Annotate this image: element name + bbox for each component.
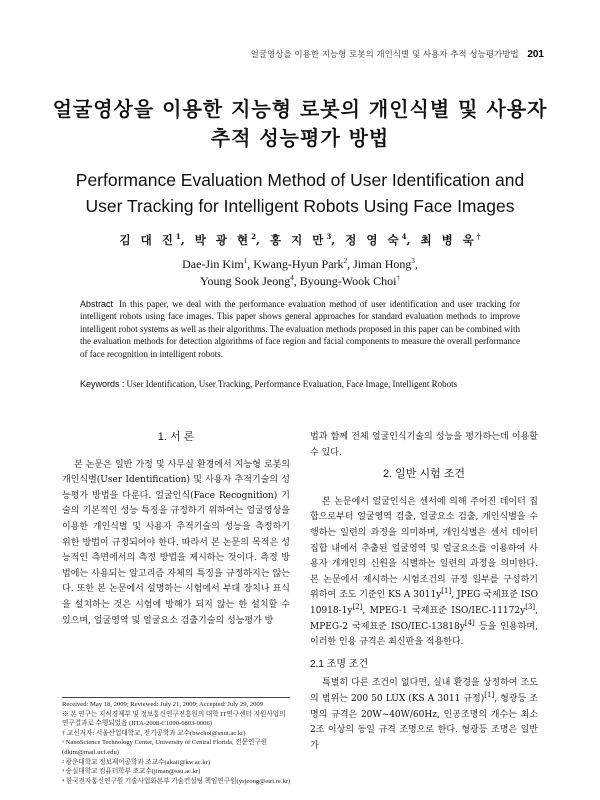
- authors-korean: 김 대 진$^1$, 박 광 현$^2$, 홍 지 만$^3$, 정 영 숙$^4$, 최 병 욱†: [119, 232, 481, 247]
- author-en-1-mark: 1: [243, 257, 248, 265]
- running-head: [251, 48, 544, 60]
- section-1-paragraph: 본 논문은 일반 가정 및 사무실 환경에서 지능형 로봇의 개인식별(User Identification) 및 사용자 추적기술의 성능평가 방법을 다룬다. 얼굴인식(Face Recognition) 기술의 기본적인 성능 특징을 규정하기 위하여는 얼굴영상을 이용한 개인식별 및 사용자 추적기술의 성능을 측정하기 위한 방법이 규정되어야 한다. 따라서 본 논문의 목적은 성능적인 측면에서의 측정 방법을 제시하는 것이다. 측정 방법에는 사용되는 알고리즘 자체의 특징을 규정하지는 않는다. 또한 본 논문에서 설명하는 시험에서 부대 장치나 표식을 설치하는 것은 시험에 방해가 되지 않는 한 설치할 수 있으며, 얼굴영역 및 얼굴요소 검출기술의 성능평가 방: [62, 459, 290, 626]
- page-number: 201: [527, 49, 544, 60]
- keywords-label: Keywords :: [80, 379, 125, 389]
- author-en-3: Jiman Hong: [353, 257, 412, 271]
- authors-english-line-1: Dae-Jin Kim$^1$, Kwang-Hyun Park$^2$, Jiman Hong$^3$,: [182, 257, 418, 271]
- author-en-4: Young Sook Jeong: [200, 274, 291, 288]
- authors-english: [40, 256, 560, 290]
- section-2-paragraph: [310, 495, 538, 651]
- footnotes: [62, 700, 292, 786]
- section-1-heading: 1. 서 론: [157, 431, 195, 443]
- author-en-5-mark: †: [396, 274, 400, 282]
- author-en-3-mark: 3: [411, 257, 415, 265]
- footnote-author-2: ² 광운대학교 정보제어공학과 조교수(akaii@kw.ac.kr): [62, 758, 211, 766]
- section-2-text-b: , JPEG 국제표준 ISO 10918-1y: [310, 590, 538, 616]
- author-en-1: Dae-Jin Kim: [182, 257, 244, 271]
- title-english: [40, 167, 560, 219]
- subsection-2-1-text-a: 특별히 다른 조건이 없다면, 실내 환경을 상정하여 조도의 범위는 200 50 LUX (KS A 3011 규정): [310, 678, 538, 704]
- title-english-line-2: User Tracking for Intelligent Robots Using Face Images: [85, 196, 515, 216]
- citation-3: [3]: [525, 602, 536, 611]
- title-korean-line-2: 추적 성능평가 방법: [210, 126, 390, 150]
- author-en-2: Kwang-Hyun Park: [253, 257, 344, 271]
- author-ko-4: 정 영 숙: [345, 233, 402, 247]
- section-2-text-c: , MPEG-1 국제표준 ISO/IEC-11172y: [362, 605, 526, 616]
- author-ko-5-mark: †: [476, 232, 481, 242]
- author-ko-3-mark: 3: [326, 232, 332, 242]
- keywords: [80, 378, 520, 390]
- abstract-label: Abstract: [80, 299, 114, 309]
- author-ko-5: 최 병 욱: [420, 233, 477, 247]
- author-en-5: Byoung-Wook Choi: [299, 274, 397, 288]
- author-en-4-mark: 4: [290, 274, 294, 282]
- author-ko-1-mark: 1: [175, 232, 181, 242]
- author-ko-1: 김 대 진: [119, 233, 176, 247]
- running-head-title: 얼굴영상을 이용한 지능형 로봇의 개인식별 및 사용자 추적 성능평가방법: [250, 50, 519, 60]
- section-2-text-d: , MPEG-2 국제표준 ISO/IEC-13818y: [310, 605, 538, 632]
- title-english-line-1: Performance Evaluation Method of User Identification and: [75, 170, 525, 190]
- continuation-paragraph: 법과 함께 전체 얼굴인식기술의 성능을 평가하는데 이용할 수 있다.: [310, 432, 538, 458]
- citation-4: [4]: [464, 618, 475, 627]
- subsection-2-1-heading: 2.1 조명 조건: [310, 658, 369, 670]
- footnote-divider: [62, 697, 290, 698]
- section-2-heading: 2. 일반 시험 조건: [382, 468, 466, 481]
- footnote-author-4: ⁴ 한국전자통신연구원 기술사업화본부 기술컨설팅 책임연구원(ysjeong@etri.re.kr): [62, 777, 291, 785]
- citation-1: [1]: [441, 587, 452, 596]
- citation-5: [1]: [484, 690, 495, 699]
- footnote-author-3: ³ 숭실대학교 컴퓨터학부 조교수(jiman@ssu.ac.kr): [62, 768, 201, 776]
- keywords-text: User Identification, User Tracking, Performance Evaluation, Face Image, Intelligent Robots: [126, 379, 458, 389]
- author-ko-2: 박 광 현: [194, 233, 252, 247]
- footnote-received: Received: May 18, 2009; Reviewed: July 21, 2009; Accepted: July 29, 2009: [62, 701, 264, 708]
- citation-2: [2]: [352, 602, 363, 611]
- footnote-funding: ※ 본 연구는 지식경제부 및 정보통신연구진흥원의 대학 IT연구센터 지원사업의 연구결과로 수행되었음 (IITA-2008-C1090-0803-0006): [62, 710, 286, 728]
- subsection-2-1-text-b: , 형광등 조명의 규격은 20W~40W/60Hz, 인공조명의 개수는 최소 2조 이상의 동일 규격 조명으로 한다. 형광등 조명은 일반 가: [310, 693, 538, 751]
- title-korean: [40, 95, 560, 153]
- authors-english-line-2: Young Sook Jeong$^4$, Byoung-Wook Choi†: [200, 274, 400, 288]
- author-en-2-mark: 2: [343, 257, 348, 265]
- section-2-text-a: 본 논문에서 얼굴인식은 센서에 의해 주어진 데이터 집합으로부터 얼굴영역 검출, 얼굴요소 검출, 개인식별을 수행하는 일련의 과정을 의미하며, 개인식별은 센서 데이터 집합 내에서 추출된 얼굴영역 및 얼굴요소를 이용하여 사용자 개개인의 신원을 식별하는 일련의 과정을 의미한다. 본 논문에서 제시하는 시험조건의 규정 일부를 구성하기 위하여 조도 기준인 KS A 3011y: [310, 496, 538, 601]
- section-2-text-e: 등을 인용하며, 이러한 인용 규격은 최신판을 적용한다.: [310, 621, 538, 648]
- abstract: [80, 298, 520, 360]
- author-ko-3: 홍 지 만: [269, 233, 327, 247]
- subsection-2-1-paragraph: [310, 676, 538, 754]
- abstract-text: In this paper, we deal with the performance evaluation method of user identification and user tracking for intelligent robots using face images. This paper shows general approaches for standard evaluation methods to improve intelligent robot systems as well as their algorithms. The evaluation methods proposed in this paper can be combined with the evaluation methods for detection algorithms of face region and facial components to measure the overall performance of face recognition in intelligent robots.: [80, 299, 520, 359]
- title-korean-line-1: 얼굴영상을 이용한 지능형 로봇의 개인식별 및 사용자: [52, 97, 548, 121]
- footnote-corresponding: † 교신저자: 서울산업대학교, 전기공학과 교수(bwchoi@snut.ac.kr): [62, 729, 246, 737]
- footnote-author-1: ¹ NanoScience Technology Center, University of Central Florida, 전문연구원(dkim@mail.ucf.edu): [62, 739, 268, 756]
- right-column: [310, 430, 538, 760]
- author-ko-4-mark: 4: [401, 232, 407, 242]
- left-column: [62, 430, 290, 635]
- author-ko-2-mark: 2: [251, 232, 256, 242]
